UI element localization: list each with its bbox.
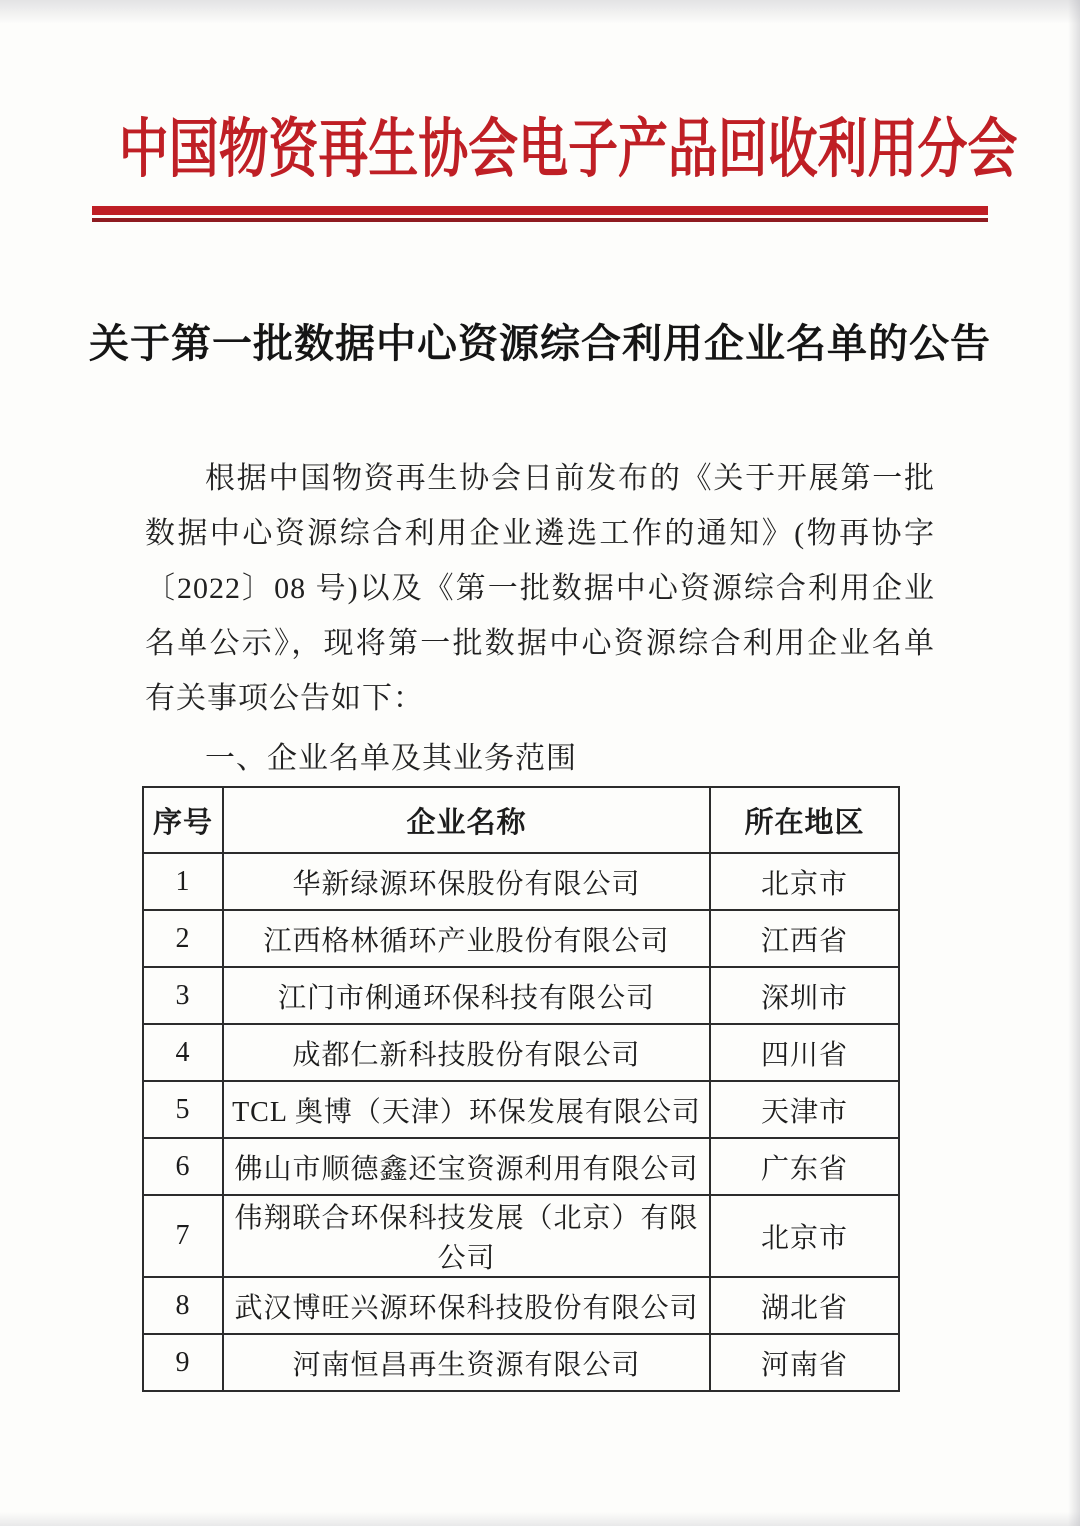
intro-paragraph: 根据中国物资再生协会日前发布的《关于开展第一批数据中心资源综合利用企业遴选工作的通知》(物再协字〔2022〕08 号)以及《第一批数据中心资源综合利用企业名单公示》，现将第一批数据中心资源综合利用企业名单有关事项公告如下： [145, 462, 935, 715]
scan-artifact-bottom [0, 1512, 1080, 1526]
region-cell: 四川省 [710, 1024, 899, 1081]
table-row [143, 910, 899, 967]
company-name-cell: 河南恒昌再生资源有限公司 [223, 1334, 710, 1391]
table-row [143, 1138, 899, 1195]
row-index-cell: 9 [143, 1334, 223, 1391]
row-index-cell: 3 [143, 967, 223, 1024]
region-cell: 天津市 [710, 1081, 899, 1138]
letterhead-rule-thick [92, 206, 988, 215]
company-name-cell: 武汉博旺兴源环保科技股份有限公司 [223, 1277, 710, 1334]
region-cell: 北京市 [710, 1195, 899, 1277]
row-index-cell: 2 [143, 910, 223, 967]
table-row [143, 1024, 899, 1081]
table-row [143, 1334, 899, 1391]
region-cell: 湖北省 [710, 1277, 899, 1334]
table-row [143, 853, 899, 910]
row-index-cell: 8 [143, 1277, 223, 1334]
row-index-cell: 6 [143, 1138, 223, 1195]
row-index-cell: 1 [143, 853, 223, 910]
company-name-cell: 佛山市顺德鑫还宝资源利用有限公司 [223, 1138, 710, 1195]
region-cell: 深圳市 [710, 967, 899, 1024]
column-header-company: 企业名称 [223, 787, 710, 853]
company-name-cell: TCL 奥博（天津）环保发展有限公司 [223, 1081, 710, 1138]
letterhead-rule [92, 206, 988, 222]
row-index-cell: 7 [143, 1195, 223, 1277]
letterhead [0, 110, 1080, 222]
table-row [143, 1195, 899, 1277]
company-table-body [143, 853, 899, 1391]
table-row [143, 967, 899, 1024]
region-cell: 北京市 [710, 853, 899, 910]
company-name-cell: 江西格林循环产业股份有限公司 [223, 910, 710, 967]
section-heading: 一、企业名单及其业务范围 [205, 742, 577, 775]
organization-title: 中国物资再生协会电子产品回收利用分会 [118, 114, 1018, 185]
table-row [143, 1277, 899, 1334]
row-index-cell: 4 [143, 1024, 223, 1081]
company-name-cell: 华新绿源环保股份有限公司 [223, 853, 710, 910]
region-cell: 江西省 [710, 910, 899, 967]
company-name-cell: 成都仁新科技股份有限公司 [223, 1024, 710, 1081]
company-name-cell: 江门市俐通环保科技有限公司 [223, 967, 710, 1024]
announcement-title: 关于第一批数据中心资源综合利用企业名单的公告 [89, 322, 991, 366]
company-table [142, 786, 900, 1392]
column-header-region: 所在地区 [710, 787, 899, 853]
region-cell: 河南省 [710, 1334, 899, 1391]
table-row [143, 1081, 899, 1138]
company-name-cell: 伟翔联合环保科技发展（北京）有限公司 [223, 1195, 710, 1277]
table-header-row [143, 787, 899, 853]
column-header-index: 序号 [143, 787, 223, 853]
letterhead-rule-thin [92, 218, 988, 222]
region-cell: 广东省 [710, 1138, 899, 1195]
company-table-header [143, 787, 899, 853]
row-index-cell: 5 [143, 1081, 223, 1138]
